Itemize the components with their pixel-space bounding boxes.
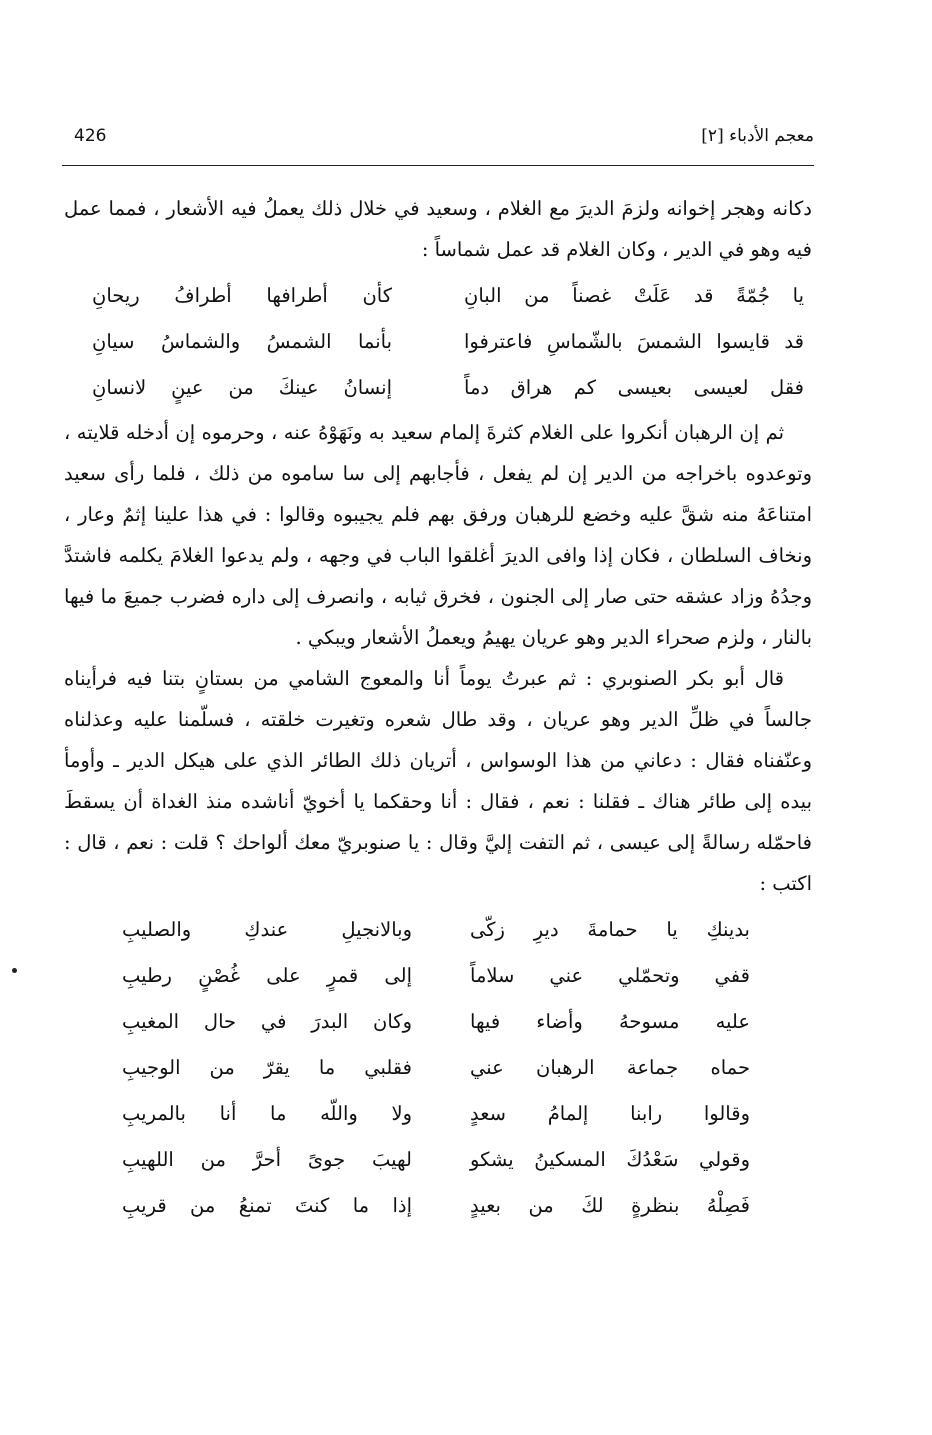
page-header bbox=[62, 116, 814, 166]
hemistich-second: إلى قمرٍ على غُصْنٍ رطيبِ bbox=[122, 963, 412, 987]
hemistich-first: فقل لعيسى بعيسى كم هراق دماً bbox=[464, 375, 804, 399]
poem-1 bbox=[64, 272, 812, 410]
hemistich-second: ولا واللّه ما أنا بالمريبِ bbox=[122, 1101, 412, 1125]
hemistich-second: فقلبي ما يقرّ من الوجيبِ bbox=[122, 1055, 412, 1079]
paragraph-2: ثم إن الرهبان أنكروا على الغلام كثرةَ إلمام سعيد به ونَهَوْهُ عنه ، وحرموه إن أدخله قلايته ، وتوعدوه باخراجه من الدير إن لم يفعل ، فأجابهم إلى سا ساموه من ذلك ، فلما رأى سعيد امتناعَهُ منه شقَّ عليه وخضع للرهبان ورفق بهم فلم يجيبوه وقالوا : في هذا علينا إثمٌ وعار ، ونخاف السلطان ، فكان إذا وافى الديرَ أغلقوا الباب في وجهه ، ولم يدعوا الغلامَ يكلمه فاشتدَّ وجدُهُ وزاد عشقه حتى صار إلى الجنون ، فخرق ثيابه ، وانصرف إلى داره فضرب جميعَ ما فيها بالنار ، ولزم صحراء الدير وهو عريان يهيمُ ويعملُ الأشعار ويبكي . bbox=[64, 421, 812, 649]
hemistich-first: حماه جماعة الرهبان عني bbox=[470, 1055, 750, 1079]
hemistich-second: وبالانجيلِ عندكِ والصليبِ bbox=[122, 917, 412, 941]
hemistich-first: قفي وتحمّلي عني سلاماً bbox=[470, 963, 750, 987]
body-text bbox=[64, 188, 812, 1230]
verse-line bbox=[64, 1044, 750, 1090]
hemistich-second: لهيبَ جوىً أحرَّ من اللهيبِ bbox=[122, 1147, 412, 1171]
hemistich-first: وقولي سَعْدُكَ المسكينُ يشكو bbox=[470, 1147, 750, 1171]
verse-line bbox=[64, 1182, 750, 1228]
hemistich-second: وكان البدرَ في حال المغيبِ bbox=[122, 1009, 412, 1033]
hemistich-first: قد قايسوا الشمسَ بالشّماسِ فاعترفوا bbox=[464, 329, 804, 353]
hemistich-second: كأن أطرافها أطرافُ ريحانِ bbox=[92, 283, 392, 307]
verse-line bbox=[64, 906, 750, 952]
hemistich-second: إنسانُ عينكَ من عينٍ لانسانِ bbox=[92, 375, 392, 399]
hemistich-second: بأنما الشمسُ والشماسُ سيانِ bbox=[92, 329, 392, 353]
verse-line bbox=[64, 318, 804, 364]
hemistich-second: إذا ما كنتَ تمنعُ من قريبِ bbox=[122, 1193, 412, 1217]
page-number: 426 bbox=[74, 126, 107, 146]
hemistich-first: عليه مسوحهُ وأضاء فيها bbox=[470, 1009, 750, 1033]
scan-speck bbox=[12, 968, 17, 973]
hemistich-first: بدينكِ يا حمامةَ ديرِ زكّى bbox=[470, 917, 750, 941]
poem-2 bbox=[64, 906, 812, 1228]
paragraph-3: قال أبو بكر الصنوبري : ثم عبرتُ يوماً أنا والمعوج الشامي من بستانٍ بتنا فيه فرأيناه جالساً في ظلِّ الدير وهو عريان ، وقد طال شعره وتغيرت خلقته ، فسلّمنا عليه وعذلناه وعنّفناه فقال : دعاني من هذا الوسواس ، أتريان ذلك الطائر الذي على هيكل الدير ـ وأومأ بيده إلى طائر هناك ـ فقلنا : نعم ، فقال : أنا وحقكما يا أخويّ أناشده منذ الغداة أن يسقطَ فاحمّله رسالةً إلى عيسى ، ثم التفت إليَّ وقال : يا صنوبريّ معك ألواحك ؟ قلت : نعم ، قال : اكتب : bbox=[64, 667, 812, 895]
verse-line bbox=[64, 1136, 750, 1182]
hemistich-first: وقالوا رابنا إلمامُ سعدٍ bbox=[470, 1101, 750, 1125]
hemistich-first: يا جُمّةً قد عَلَتْ غصناً من البانِ bbox=[464, 283, 804, 307]
paragraph-1: دكانه وهجر إخوانه ولزمَ الديرَ مع الغلام ، وسعيد في خلال ذلك يعملُ فيه الأشعار ، فمما عمل فيه وهو في الدير ، وكان الغلام قد عمل شماساً : bbox=[64, 197, 812, 261]
verse-line bbox=[64, 998, 750, 1044]
running-title: معجم الأدباء [٢] bbox=[701, 126, 814, 146]
header-rule bbox=[62, 165, 814, 166]
hemistich-first: فَصِلْهُ بنظرةٍ لكَ من بعيدٍ bbox=[470, 1193, 750, 1217]
verse-line bbox=[64, 272, 804, 318]
verse-line bbox=[64, 952, 750, 998]
verse-line bbox=[64, 364, 804, 410]
verse-line bbox=[64, 1090, 750, 1136]
